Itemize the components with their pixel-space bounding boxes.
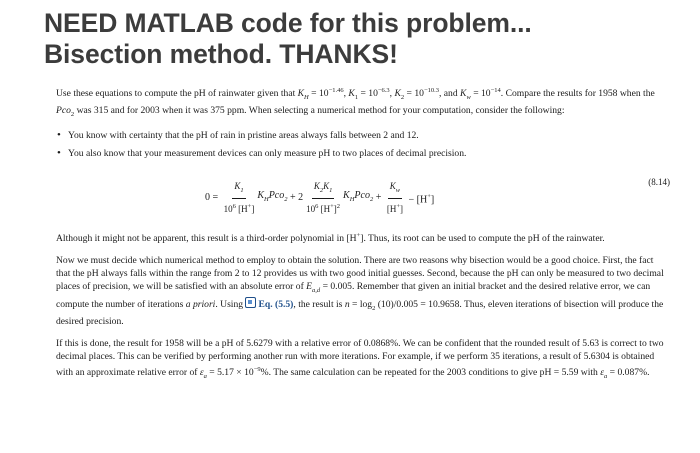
equation-block [56, 176, 670, 218]
equation: 0 = $\frac{K_1}{10^6 [H^+]}$ $K_HPco_2$ + 2 $\frac{K_2K_1}{10^6 [H^+]^2}$ $K_HPco_2$ + $\frac{K_w}{[H^+]}$ − [H+] [205, 181, 435, 214]
question-title [44, 8, 700, 70]
title-line-2: Bisection method. THANKS! [44, 39, 398, 69]
equation-number: (8.14) [648, 177, 670, 187]
title-line-1: NEED MATLAB code for this problem... [44, 8, 532, 38]
list-item: • You know with certainty that the pH of rain in pristine areas always falls between 2 and 12. [56, 129, 670, 142]
list-item: • You also know that your measurement devices can only measure pH to two places of decimal precision. [56, 147, 670, 160]
consideration-list [56, 129, 670, 160]
paragraph-method-choice: Now we must decide which numerical method to employ to obtain the solution. There are two reasons why bisection would be a good choice. First, the fact that the pH always falls within the range from 2 to 12 provides us with two good initial guesses. Second, because the pH can only be measured to two decimal places of precision, we will be satisfied with an absolute error of $E_{a,d} = 0.005$. Remember that given an initial bracket and the desired relative error, we can compute the number of iterations a priori. Using Eq. (5.5), the result is $n = \log_2 (10)/0.005 = 10.9658$. Thus, eleven iterations of bisection will produce the desired precision. [56, 255, 664, 327]
reference-icon [245, 297, 256, 308]
intro-paragraph: Use these equations to compute the pH of rainwater given that $K_H = 10^{-1.46}$, $K_1 = 10^{-6.3}$, $K_2 = 10^{-10.3}$, and $K_w = 10^{-14}$. Compare the results for 1958 when the Pco$_2$ was 315 and for 2003 when it was 375 ppm. When selecting a numerical method for your computation, consider the following: [56, 87, 655, 118]
equation-reference-link[interactable]: Eq. (5.5) [245, 299, 293, 310]
paragraph-polynomial: Although it might not be apparent, this result is a third-order polynomial in [H+]. Thus, its root can be used to compute the pH of the rainwater. [56, 232, 605, 245]
paragraph-results: If this is done, the result for 1958 will be a pH of 5.6279 with a relative error of 0.0868%. We can be confident that the rounded result of 5.63 is correct to two decimal places. This can be verified by performing another run with more iterations. For example, if we perform 35 iterations, a result of 5.6304 is obtained with an approximate relative error of $\varepsilon_a = 5.17 \times 10^{-9}\%$. The same calculation can be repeated for the 2003 conditions to give pH = 5.59 with $\varepsilon_a = 0.087\%$. [56, 338, 664, 381]
problem-body [56, 84, 670, 383]
